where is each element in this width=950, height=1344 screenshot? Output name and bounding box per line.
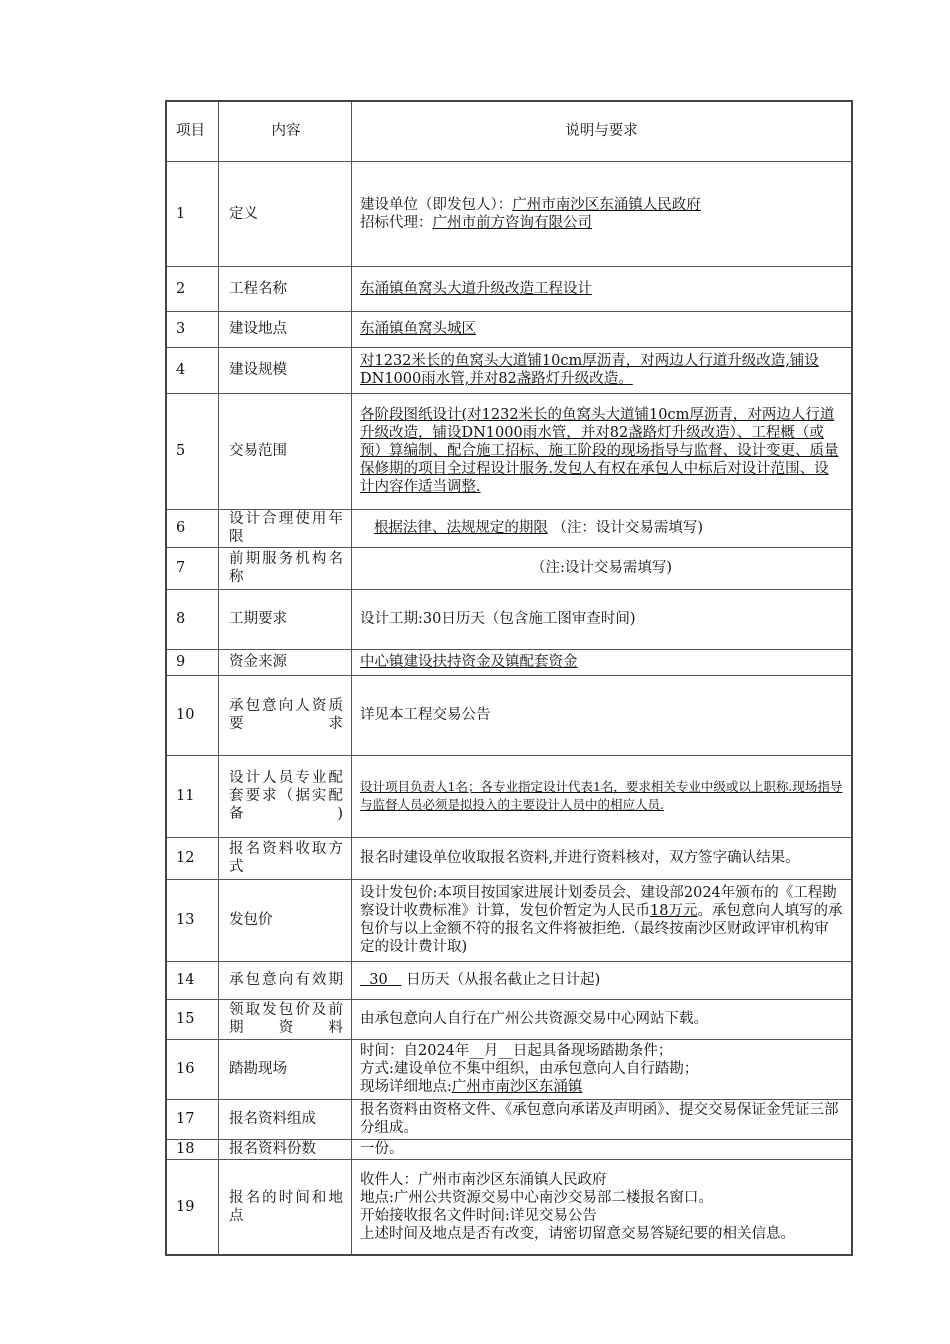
service-life-value: 根据法律、法规规定的期限	[373, 520, 548, 536]
table-row	[166, 1139, 852, 1159]
row-number: 10	[166, 675, 219, 755]
row-number: 3	[166, 311, 219, 347]
row-description	[352, 266, 853, 311]
row-number: 19	[166, 1159, 219, 1255]
validity-days: 30	[369, 972, 388, 988]
row-description	[352, 161, 853, 266]
table-row	[166, 311, 852, 347]
table-row	[166, 589, 852, 649]
row-description	[352, 879, 853, 961]
survey-location-label: 现场详细地点:	[360, 1079, 452, 1095]
table-row	[166, 675, 852, 755]
agent-label: 招标代理：	[360, 214, 433, 231]
scale-value: 对1232米长的鱼窝头大道铺10cm厚沥青，对两边人行道升级改造,铺设DN1000雨水管,并对82盏路灯升级改造。	[360, 353, 819, 387]
notice-line: 上述时间及地点是否有改变，请密切留意交易答疑纪要的相关信息。	[360, 1225, 795, 1242]
row-title: 报名资料收取方式	[219, 837, 352, 879]
row-description	[352, 509, 853, 547]
row-number: 1	[166, 161, 219, 266]
service-life-note: （注：设计交易需填写)	[552, 520, 704, 536]
row-title: 工程名称	[219, 266, 352, 311]
row-title: 踏勘现场	[219, 1039, 352, 1099]
table-row	[166, 266, 852, 311]
row-number: 11	[166, 755, 219, 837]
header-item: 项目	[166, 101, 219, 161]
row-title: 报名资料份数	[219, 1139, 352, 1159]
table-row	[166, 999, 852, 1039]
row-title: 报名资料组成	[219, 1099, 352, 1139]
row-description	[352, 1159, 853, 1255]
table-header-row	[166, 101, 852, 161]
row-title: 工期要求	[219, 589, 352, 649]
row-title: 报名的时间和地点	[219, 1159, 352, 1255]
table-row	[166, 347, 852, 393]
row-title: 建设地点	[219, 311, 352, 347]
row-description: 详见本工程交易公告	[352, 675, 853, 755]
row-number: 7	[166, 547, 219, 589]
row-description	[352, 1039, 853, 1099]
recipient-line: 收件人：广州市南沙区东涌镇人民政府	[360, 1171, 607, 1188]
row-title: 交易范围	[219, 393, 352, 509]
price-amount: 18万元	[650, 903, 698, 919]
employer-value: 广州市南沙区东涌镇人民政府	[512, 196, 701, 213]
row-description	[352, 649, 853, 675]
row-number: 13	[166, 879, 219, 961]
row-description: 报名时建设单位收取报名资料,并进行资料核对，双方签字确认结果。	[352, 837, 853, 879]
survey-method: 方式:建设单位不集中组织，由承包意向人自行踏勘；	[360, 1061, 699, 1077]
row-number: 8	[166, 589, 219, 649]
row-title: 设计合理使用年限	[219, 509, 352, 547]
table-row	[166, 547, 852, 589]
row-title: 定义	[219, 161, 352, 266]
row-title: 资金来源	[219, 649, 352, 675]
row-description: 设计工期:30日历天（包含施工图审查时间)	[352, 589, 853, 649]
row-number: 16	[166, 1039, 219, 1099]
row-number: 2	[166, 266, 219, 311]
start-time-line: 开始接收报名文件时间:详见交易公告	[360, 1207, 597, 1224]
row-number: 12	[166, 837, 219, 879]
table-row	[166, 161, 852, 266]
header-content: 内容	[219, 101, 352, 161]
row-number: 15	[166, 999, 219, 1039]
row-number: 4	[166, 347, 219, 393]
table-row	[166, 755, 852, 837]
row-number: 17	[166, 1099, 219, 1139]
table-row	[166, 1159, 852, 1255]
employer-label: 建设单位（即发包人）：	[360, 196, 513, 213]
funding-value: 中心镇建设扶持资金及镇配套资金	[360, 654, 578, 670]
row-description	[352, 393, 853, 509]
table-row	[166, 393, 852, 509]
location-value: 东涌镇鱼窝头城区	[360, 321, 476, 337]
header-description: 说明与要求	[352, 101, 853, 161]
row-title: 领取发包价及前期资料	[219, 999, 352, 1039]
row-description: （注:设计交易需填写)	[352, 547, 853, 589]
table-row	[166, 509, 852, 547]
validity-suffix: 日历天（从报名截止之日计起)	[406, 972, 601, 988]
price-text-b: 。承包意向人填写的承包价与以上金额不符的报名文件将被拒绝.（最终按南沙区财政评审机构审定的设计费计取)	[360, 903, 843, 955]
table-row	[166, 837, 852, 879]
row-title: 建设规模	[219, 347, 352, 393]
scope-value: 各阶段图纸设计(对1232米长的鱼窝头大道铺10cm厚沥青，对两边人行道升级改造，铺设DN1000雨水管，并对82盏路灯升级改造）、工程概（或预）算编制、配合施工招标、施工阶段的现场指导与监督、设计变更、质量保修期的项目全过程设计服务.发包人有权在承包人中标后对设计范围、设计内容作适当调整.	[360, 407, 839, 495]
row-number: 9	[166, 649, 219, 675]
table-row	[166, 649, 852, 675]
address-line: 地点:广州公共资源交易中心南沙交易部二楼报名窗口。	[360, 1189, 713, 1206]
row-title: 承包意向人资质要求	[219, 675, 352, 755]
specification-table	[165, 100, 853, 1256]
agent-value: 广州市前方咨询有限公司	[432, 214, 592, 231]
table-row	[166, 1039, 852, 1099]
survey-location-value: 广州市南沙区东涌镇	[451, 1079, 583, 1095]
row-description: 一份。	[352, 1139, 853, 1159]
staffing-value: 设计项目负责人1名；各专业指定设计代表1名，要求相关专业中级或以上职称.现场指导与监督人员必须是拟投入的主要设计人员中的相应人员.	[360, 779, 843, 812]
survey-time: 时间：自2024年__月__日起具备现场踏勘条件；	[360, 1043, 673, 1059]
row-title: 前期服务机构名称	[219, 547, 352, 589]
price-text-a: 设计发包价:本项目按国家进展计划委员会、建设部2024年颁布的《工程勘察设计收费标准》计算，发包价暂定为人民币	[360, 885, 837, 919]
row-number: 5	[166, 393, 219, 509]
row-description	[352, 311, 853, 347]
row-number: 14	[166, 961, 219, 999]
project-name-value: 东涌镇鱼窝头大道升级改造工程设计	[360, 280, 592, 297]
row-description: 由承包意向人自行在广州公共资源交易中心网站下载。	[352, 999, 853, 1039]
row-description	[352, 961, 853, 999]
row-number: 18	[166, 1139, 219, 1159]
row-description	[352, 347, 853, 393]
row-description	[352, 755, 853, 837]
row-title: 承包意向有效期	[219, 961, 352, 999]
table-row	[166, 1099, 852, 1139]
table-row	[166, 961, 852, 999]
row-title: 设计人员专业配套要求（据实配备)	[219, 755, 352, 837]
row-title: 发包价	[219, 879, 352, 961]
row-number: 6	[166, 509, 219, 547]
row-description: 报名资料由资格文件、《承包意向承诺及声明函》、提交交易保证金凭证三部分组成。	[352, 1099, 853, 1139]
table-row	[166, 879, 852, 961]
